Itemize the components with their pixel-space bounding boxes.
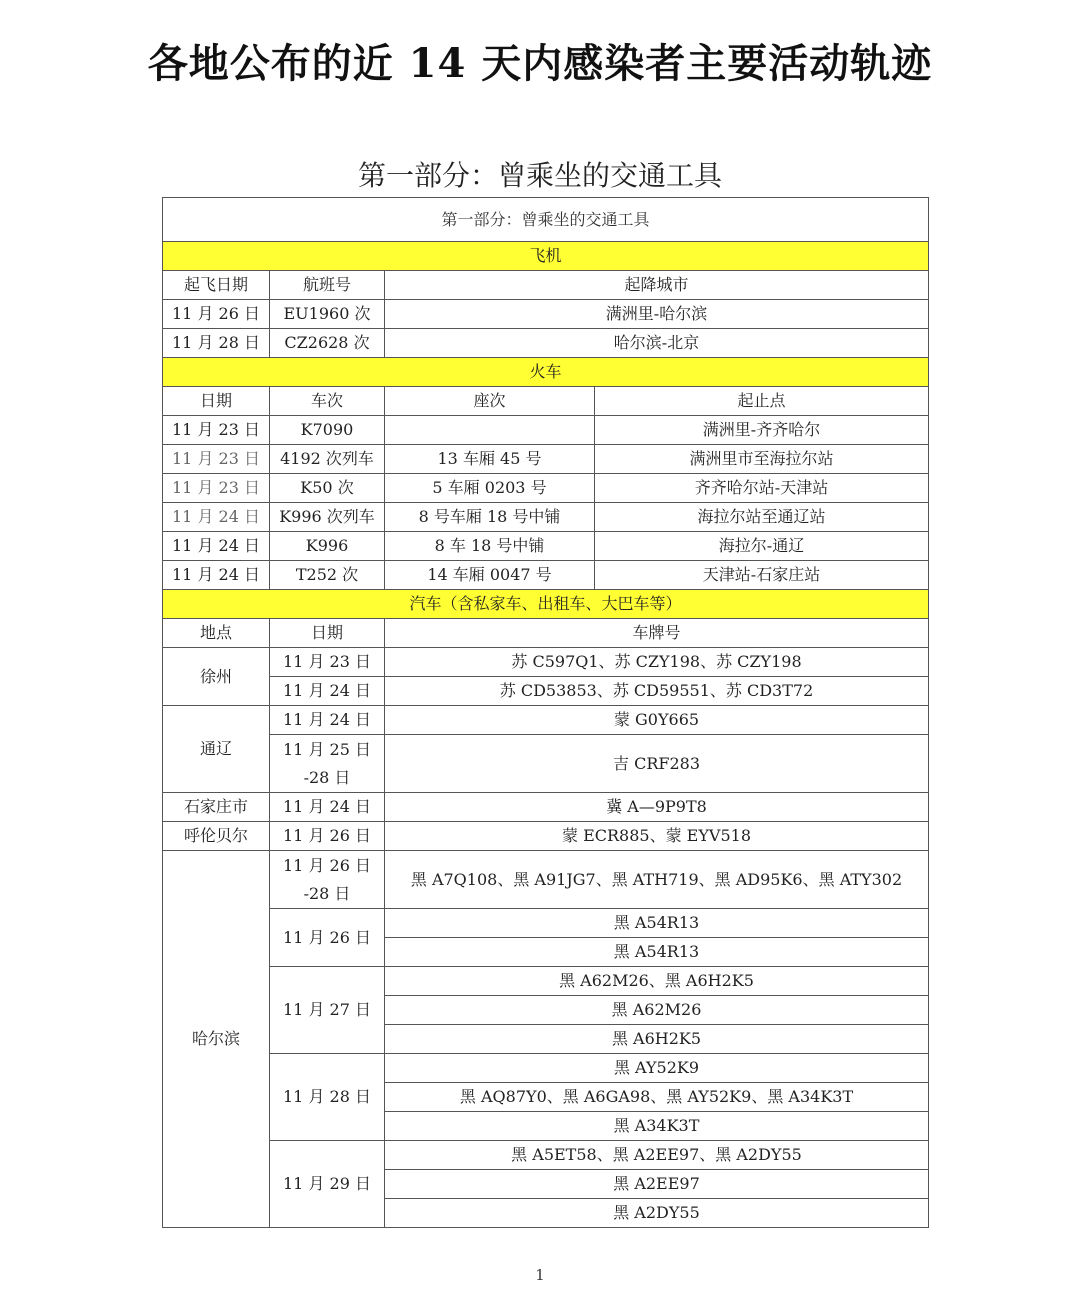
car-plates: 黑 A7Q108、黑 A91JG7、黑 ATH719、黑 AD95K6、黑 ATY302 — [385, 851, 929, 909]
train-seat: 13 车厢 45 号 — [385, 445, 595, 474]
plane-section-row — [163, 242, 929, 271]
table-row — [163, 416, 929, 445]
car-plates: 冀 A—9P9T8 — [385, 793, 929, 822]
plane-flight: EU1960 次 — [270, 300, 385, 329]
table-row — [163, 793, 929, 822]
car-plates: 蒙 ECR885、蒙 EYV518 — [385, 822, 929, 851]
table-row — [163, 909, 929, 938]
car-section-header: 汽车（含私家车、出租车、大巴车等） — [163, 590, 929, 619]
car-col-place: 地点 — [163, 619, 270, 648]
car-plates: 黑 A5ET58、黑 A2EE97、黑 A2DY55 — [385, 1141, 929, 1170]
car-date: 11 月 29 日 — [270, 1141, 385, 1228]
train-number: T252 次 — [270, 561, 385, 590]
table-row — [163, 735, 929, 793]
plane-section-header: 飞机 — [163, 242, 929, 271]
car-place: 哈尔滨 — [163, 851, 270, 1228]
car-date-range — [270, 851, 385, 909]
train-seat — [385, 416, 595, 445]
table-row — [163, 677, 929, 706]
train-route: 满洲里-齐齐哈尔 — [595, 416, 929, 445]
table-caption-row — [163, 198, 929, 242]
train-number: K996 次列车 — [270, 503, 385, 532]
car-col-date: 日期 — [270, 619, 385, 648]
car-date: 11 月 24 日 — [270, 677, 385, 706]
car-plates: 黑 A2DY55 — [385, 1199, 929, 1228]
train-date: 11 月 23 日 — [163, 445, 270, 474]
train-date: 11 月 24 日 — [163, 532, 270, 561]
plane-cities: 满洲里-哈尔滨 — [385, 300, 929, 329]
train-route: 天津站-石家庄站 — [595, 561, 929, 590]
train-number: 4192 次列车 — [270, 445, 385, 474]
train-route: 满洲里市至海拉尔站 — [595, 445, 929, 474]
car-plates: 黑 A62M26 — [385, 996, 929, 1025]
train-seat: 8 车 18 号中铺 — [385, 532, 595, 561]
car-place: 徐州 — [163, 648, 270, 706]
car-date: 11 月 28 日 — [270, 1054, 385, 1141]
table-row — [163, 474, 929, 503]
car-date-end: -28 日 — [303, 883, 351, 903]
table-row — [163, 967, 929, 996]
train-column-header-row — [163, 387, 929, 416]
car-plates: 黑 AQ87Y0、黑 A6GA98、黑 AY52K9、黑 A34K3T — [385, 1083, 929, 1112]
train-number: K7090 — [270, 416, 385, 445]
train-date: 11 月 24 日 — [163, 503, 270, 532]
train-route: 齐齐哈尔站-天津站 — [595, 474, 929, 503]
car-plates: 黑 AY52K9 — [385, 1054, 929, 1083]
car-plates: 黑 A54R13 — [385, 938, 929, 967]
table-row — [163, 822, 929, 851]
table-row — [163, 329, 929, 358]
page-title: 各地公布的近 14 天内感染者主要活动轨迹 — [147, 40, 933, 87]
train-number: K50 次 — [270, 474, 385, 503]
plane-flight: CZ2628 次 — [270, 329, 385, 358]
train-col-route: 起止点 — [595, 387, 929, 416]
train-route: 海拉尔-通辽 — [595, 532, 929, 561]
car-date-start: 11 月 26 日 — [283, 855, 371, 875]
plane-date: 11 月 28 日 — [163, 329, 270, 358]
train-date: 11 月 23 日 — [163, 416, 270, 445]
car-plates: 苏 CD53853、苏 CD59551、苏 CD3T72 — [385, 677, 929, 706]
train-date: 11 月 24 日 — [163, 561, 270, 590]
car-date-end: -28 日 — [303, 767, 351, 787]
car-plates: 黑 A54R13 — [385, 909, 929, 938]
train-section-row — [163, 358, 929, 387]
table-row — [163, 648, 929, 677]
car-plates: 黑 A62M26、黑 A6H2K5 — [385, 967, 929, 996]
car-date: 11 月 27 日 — [270, 967, 385, 1054]
car-plates: 黑 A34K3T — [385, 1112, 929, 1141]
car-plates: 黑 A2EE97 — [385, 1170, 929, 1199]
car-place: 呼伦贝尔 — [163, 822, 270, 851]
car-date: 11 月 24 日 — [270, 706, 385, 735]
table-row — [163, 532, 929, 561]
plane-col-flight: 航班号 — [270, 271, 385, 300]
car-date-start: 11 月 25 日 — [283, 739, 371, 759]
car-date: 11 月 26 日 — [270, 822, 385, 851]
table-row — [163, 851, 929, 909]
transport-table — [162, 197, 929, 1228]
car-plates: 黑 A6H2K5 — [385, 1025, 929, 1054]
table-row — [163, 503, 929, 532]
plane-column-header-row — [163, 271, 929, 300]
car-date: 11 月 24 日 — [270, 793, 385, 822]
train-route: 海拉尔站至通辽站 — [595, 503, 929, 532]
car-section-row — [163, 590, 929, 619]
train-seat: 8 号车厢 18 号中铺 — [385, 503, 595, 532]
car-plates: 苏 C597Q1、苏 CZY198、苏 CZY198 — [385, 648, 929, 677]
table-row — [163, 1054, 929, 1083]
plane-col-date: 起飞日期 — [163, 271, 270, 300]
car-plates: 蒙 G0Y665 — [385, 706, 929, 735]
table-row — [163, 445, 929, 474]
table-caption: 第一部分：曾乘坐的交通工具 — [163, 198, 929, 242]
car-date-range — [270, 735, 385, 793]
car-date: 11 月 23 日 — [270, 648, 385, 677]
car-column-header-row — [163, 619, 929, 648]
train-seat: 14 车厢 0047 号 — [385, 561, 595, 590]
train-number: K996 — [270, 532, 385, 561]
table-row — [163, 300, 929, 329]
section-heading: 第一部分：曾乘坐的交通工具 — [357, 159, 722, 192]
train-col-seat: 座次 — [385, 387, 595, 416]
car-place: 通辽 — [163, 706, 270, 793]
train-col-date: 日期 — [163, 387, 270, 416]
plane-cities: 哈尔滨-北京 — [385, 329, 929, 358]
train-seat: 5 车厢 0203 号 — [385, 474, 595, 503]
car-col-plates: 车牌号 — [385, 619, 929, 648]
plane-date: 11 月 26 日 — [163, 300, 270, 329]
table-row — [163, 1141, 929, 1170]
car-plates: 吉 CRF283 — [385, 735, 929, 793]
table-row — [163, 561, 929, 590]
train-col-number: 车次 — [270, 387, 385, 416]
plane-col-cities: 起降城市 — [385, 271, 929, 300]
table-row — [163, 706, 929, 735]
train-section-header: 火车 — [163, 358, 929, 387]
car-date: 11 月 26 日 — [270, 909, 385, 967]
page-number: 1 — [535, 1266, 545, 1284]
car-place: 石家庄市 — [163, 793, 270, 822]
train-date: 11 月 23 日 — [163, 474, 270, 503]
